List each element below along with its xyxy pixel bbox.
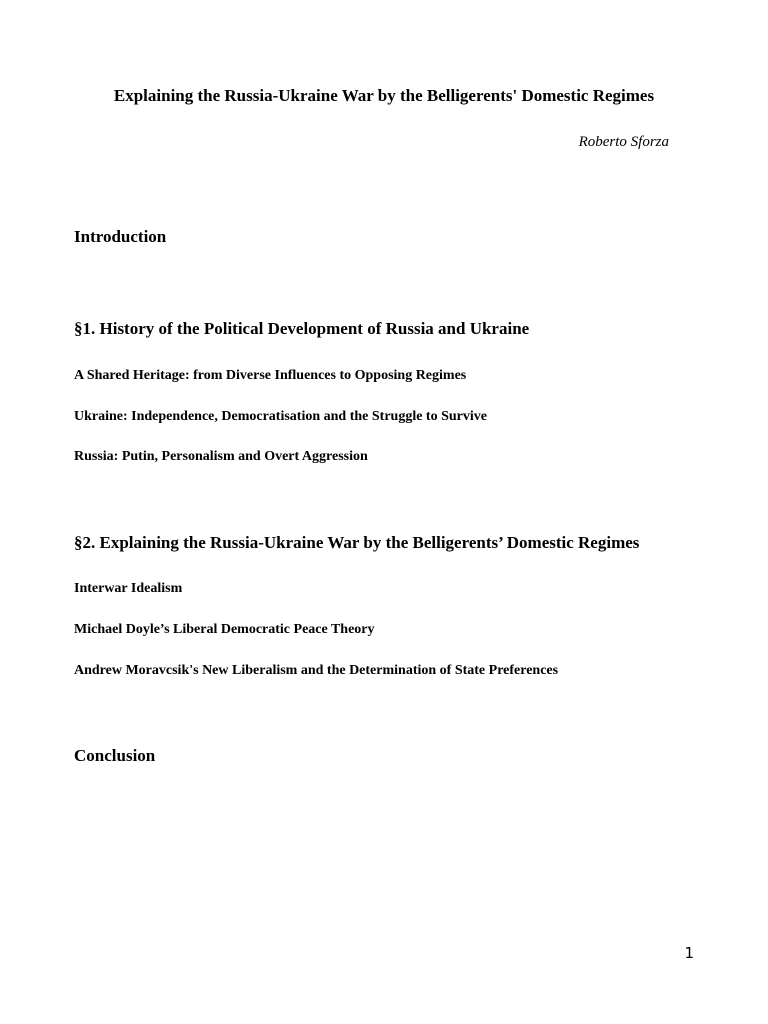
heading-introduction: Introduction	[74, 227, 167, 246]
document-author: Roberto Sforza	[578, 134, 669, 150]
subheading-moravcsik: Andrew Moravcsik's New Liberalism and the Determination of State Preferences	[74, 663, 559, 678]
heading-section-1: §1. History of the Political Development of Russia and Ukraine	[74, 319, 530, 338]
heading-conclusion: Conclusion	[74, 746, 156, 765]
subheading-interwar-idealism: Interwar Idealism	[74, 581, 183, 596]
subheading-ukraine: Ukraine: Independence, Democratisation and the Struggle to Survive	[74, 409, 487, 424]
heading-section-2: §2. Explaining the Russia-Ukraine War by the Belligerents’ Domestic Regimes	[74, 533, 640, 552]
subheading-shared-heritage: A Shared Heritage: from Diverse Influences to Opposing Regimes	[74, 368, 467, 383]
page-number: 1	[684, 944, 694, 962]
document-title: Explaining the Russia-Ukraine War by the Belligerents' Domestic Regimes	[113, 86, 655, 105]
subheading-doyle: Michael Doyle’s Liberal Democratic Peace Theory	[74, 622, 375, 637]
subheading-russia: Russia: Putin, Personalism and Overt Aggression	[74, 449, 368, 464]
